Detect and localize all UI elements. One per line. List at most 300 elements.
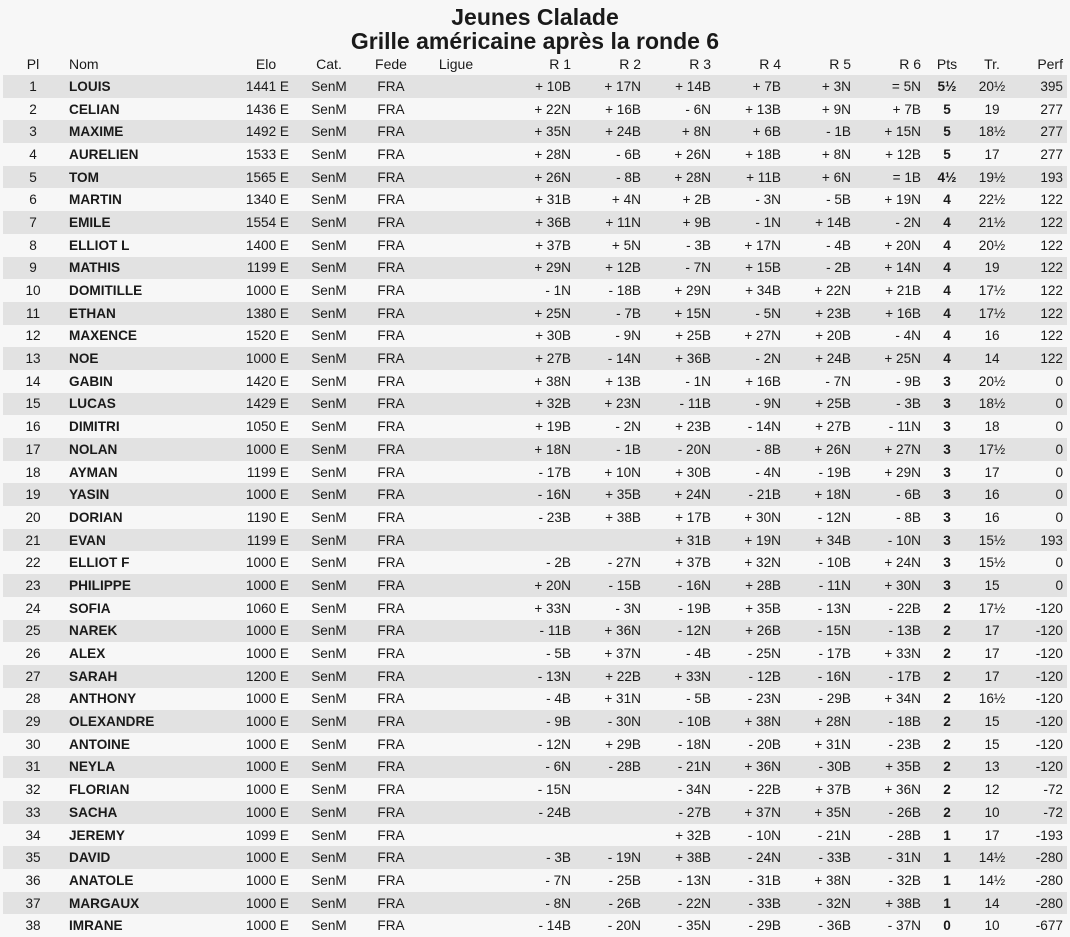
cell-perf: 122 xyxy=(1017,347,1067,370)
cell-pts: 3 xyxy=(927,461,967,484)
cell-r2 xyxy=(577,801,647,824)
cell-perf: 0 xyxy=(1017,415,1067,438)
cell-perf: -120 xyxy=(1017,710,1067,733)
cell-r1: + 10B xyxy=(491,75,577,98)
cell-r6: + 15N xyxy=(857,120,927,143)
cell-tr: 17 xyxy=(967,461,1017,484)
cell-fede: FRA xyxy=(361,688,421,711)
cell-pl: 26 xyxy=(3,642,63,665)
cell-r1: - 23B xyxy=(491,506,577,529)
cell-r6: + 19N xyxy=(857,188,927,211)
cell-r2: - 18B xyxy=(577,279,647,302)
cell-pl: 4 xyxy=(3,143,63,166)
cell-r1: - 17B xyxy=(491,461,577,484)
cell-tr: 16 xyxy=(967,325,1017,348)
cell-pts: 1 xyxy=(927,892,967,915)
cell-pl: 37 xyxy=(3,892,63,915)
cell-r4: - 9N xyxy=(717,393,787,416)
cell-r3: - 6N xyxy=(647,98,717,121)
page-subtitle: Grille américaine après la ronde 6 xyxy=(350,28,720,54)
cell-r1: + 37B xyxy=(491,234,577,257)
cell-fede: FRA xyxy=(361,574,421,597)
cell-nom: SACHA xyxy=(63,801,235,824)
table-row xyxy=(3,778,1067,801)
cell-r5: + 6N xyxy=(787,166,857,189)
cell-r6: - 31N xyxy=(857,846,927,869)
cell-elo: 1000 E xyxy=(235,688,297,711)
cell-pl: 8 xyxy=(3,234,63,257)
cell-r6: = 1B xyxy=(857,166,927,189)
cell-cat: SenM xyxy=(297,846,361,869)
cell-r3: - 20N xyxy=(647,438,717,461)
cell-r3: - 34N xyxy=(647,778,717,801)
cell-fede: FRA xyxy=(361,461,421,484)
cell-fede: FRA xyxy=(361,370,421,393)
cell-nom: DAVID xyxy=(63,846,235,869)
cell-pl: 1 xyxy=(3,75,63,98)
cell-r4: + 30N xyxy=(717,506,787,529)
cell-r5: - 16N xyxy=(787,665,857,688)
cell-r1: + 22N xyxy=(491,98,577,121)
cell-r1: + 38N xyxy=(491,370,577,393)
cell-tr: 14 xyxy=(967,892,1017,915)
cell-r6: - 2N xyxy=(857,211,927,234)
cell-tr: 19 xyxy=(967,98,1017,121)
cell-perf: -120 xyxy=(1017,733,1067,756)
cell-fede: FRA xyxy=(361,778,421,801)
table-row xyxy=(3,75,1067,98)
cell-r3: + 8N xyxy=(647,120,717,143)
cell-r5: - 33B xyxy=(787,846,857,869)
cell-r1: + 36B xyxy=(491,211,577,234)
cell-nom: DORIAN xyxy=(63,506,235,529)
cell-r2: - 20N xyxy=(577,914,647,937)
cell-nom: ALEX xyxy=(63,642,235,665)
header-nom: Nom xyxy=(69,56,99,72)
cell-r6: + 25N xyxy=(857,347,927,370)
cell-nom: SOFIA xyxy=(63,597,235,620)
cell-tr: 17 xyxy=(967,665,1017,688)
cell-elo: 1441 E xyxy=(235,75,297,98)
cell-pl: 33 xyxy=(3,801,63,824)
cell-perf: 122 xyxy=(1017,325,1067,348)
cell-r5: + 28N xyxy=(787,710,857,733)
cell-r5: - 30B xyxy=(787,756,857,779)
cell-elo: 1436 E xyxy=(235,98,297,121)
cell-r3: + 36B xyxy=(647,347,717,370)
cell-r2: - 14N xyxy=(577,347,647,370)
cell-cat: SenM xyxy=(297,620,361,643)
table-row xyxy=(3,869,1067,892)
cell-nom: AYMAN xyxy=(63,461,235,484)
cell-fede: FRA xyxy=(361,824,421,847)
cell-elo: 1200 E xyxy=(235,665,297,688)
cell-ligue xyxy=(421,551,491,574)
cell-r2: - 8B xyxy=(577,166,647,189)
cell-cat: SenM xyxy=(297,166,361,189)
cell-r5: + 31N xyxy=(787,733,857,756)
cell-r6: + 30N xyxy=(857,574,927,597)
cell-nom: ELLIOT F xyxy=(63,551,235,574)
cell-r5: + 3N xyxy=(787,75,857,98)
cell-nom: ANTOINE xyxy=(63,733,235,756)
cell-perf: -280 xyxy=(1017,869,1067,892)
cell-cat: SenM xyxy=(297,415,361,438)
cell-pts: 3 xyxy=(927,506,967,529)
cell-tr: 21½ xyxy=(967,211,1017,234)
cell-r1 xyxy=(491,529,577,552)
cell-fede: FRA xyxy=(361,415,421,438)
cell-r5: + 9N xyxy=(787,98,857,121)
cell-pts: 3 xyxy=(927,438,967,461)
cell-r5: - 5B xyxy=(787,188,857,211)
cell-cat: SenM xyxy=(297,551,361,574)
cell-r3: + 25B xyxy=(647,325,717,348)
cell-r1: + 25N xyxy=(491,302,577,325)
cell-r2: + 35B xyxy=(577,483,647,506)
cell-cat: SenM xyxy=(297,688,361,711)
cell-r4: - 24N xyxy=(717,846,787,869)
cell-elo: 1000 E xyxy=(235,869,297,892)
table-row xyxy=(3,892,1067,915)
cell-r1: - 11B xyxy=(491,620,577,643)
table-row xyxy=(3,710,1067,733)
cell-r2: + 5N xyxy=(577,234,647,257)
cell-r5: - 29B xyxy=(787,688,857,711)
cell-ligue xyxy=(421,642,491,665)
cell-nom: ANTHONY xyxy=(63,688,235,711)
cell-r6: - 26B xyxy=(857,801,927,824)
cell-tr: 15½ xyxy=(967,551,1017,574)
cell-r2: - 27N xyxy=(577,551,647,574)
cell-pts: 5½ xyxy=(927,75,967,98)
table-row xyxy=(3,438,1067,461)
cell-r5: - 32N xyxy=(787,892,857,915)
cell-tr: 17½ xyxy=(967,438,1017,461)
cell-elo: 1000 E xyxy=(235,551,297,574)
cell-r4: - 2N xyxy=(717,347,787,370)
cell-r5: + 22N xyxy=(787,279,857,302)
cell-cat: SenM xyxy=(297,279,361,302)
standings-table xyxy=(3,53,1067,937)
cell-r4: - 14N xyxy=(717,415,787,438)
cell-fede: FRA xyxy=(361,665,421,688)
cell-r1: + 18N xyxy=(491,438,577,461)
cell-r4: - 8B xyxy=(717,438,787,461)
cell-perf: -677 xyxy=(1017,914,1067,937)
cell-fede: FRA xyxy=(361,733,421,756)
cell-r2: + 24B xyxy=(577,120,647,143)
cell-r3: + 15N xyxy=(647,302,717,325)
header-perf: Perf xyxy=(1037,56,1063,72)
cell-r1 xyxy=(491,824,577,847)
cell-r3: - 12N xyxy=(647,620,717,643)
cell-perf: -120 xyxy=(1017,642,1067,665)
cell-fede: FRA xyxy=(361,75,421,98)
cell-r4: + 18B xyxy=(717,143,787,166)
table-row xyxy=(3,393,1067,416)
cell-tr: 16 xyxy=(967,483,1017,506)
table-row xyxy=(3,506,1067,529)
cell-r1: + 33N xyxy=(491,597,577,620)
cell-r5: - 1B xyxy=(787,120,857,143)
cell-nom: MARGAUX xyxy=(63,892,235,915)
header-r5: R 5 xyxy=(829,56,851,72)
cell-nom: GABIN xyxy=(63,370,235,393)
cell-pl: 34 xyxy=(3,824,63,847)
cell-r1: - 7N xyxy=(491,869,577,892)
cell-pl: 11 xyxy=(3,302,63,325)
cell-cat: SenM xyxy=(297,801,361,824)
cell-r3: - 1N xyxy=(647,370,717,393)
cell-r4: + 13B xyxy=(717,98,787,121)
cell-r5: - 7N xyxy=(787,370,857,393)
cell-r3: - 22N xyxy=(647,892,717,915)
header-pl: Pl xyxy=(26,56,40,72)
cell-ligue xyxy=(421,574,491,597)
cell-r4: + 37N xyxy=(717,801,787,824)
cell-pts: 3 xyxy=(927,370,967,393)
cell-cat: SenM xyxy=(297,483,361,506)
cell-ligue xyxy=(421,438,491,461)
cell-r6: + 20N xyxy=(857,234,927,257)
cell-r2: - 25B xyxy=(577,869,647,892)
cell-r3: + 26N xyxy=(647,143,717,166)
cell-r6: + 38B xyxy=(857,892,927,915)
cell-r4: + 27N xyxy=(717,325,787,348)
cell-r2: + 22B xyxy=(577,665,647,688)
cell-elo: 1000 E xyxy=(235,483,297,506)
cell-cat: SenM xyxy=(297,234,361,257)
cell-fede: FRA xyxy=(361,188,421,211)
cell-ligue xyxy=(421,211,491,234)
cell-elo: 1400 E xyxy=(235,234,297,257)
cell-r6: + 24N xyxy=(857,551,927,574)
cell-perf: -280 xyxy=(1017,892,1067,915)
cell-r1: - 6N xyxy=(491,756,577,779)
cell-r2: + 10N xyxy=(577,461,647,484)
cell-r1: - 1N xyxy=(491,279,577,302)
cell-ligue xyxy=(421,347,491,370)
cell-r2: - 9N xyxy=(577,325,647,348)
cell-cat: SenM xyxy=(297,914,361,937)
cell-r3: - 10B xyxy=(647,710,717,733)
cell-r3: - 13N xyxy=(647,869,717,892)
cell-r3: + 28N xyxy=(647,166,717,189)
cell-r4: - 12B xyxy=(717,665,787,688)
cell-r1: + 20N xyxy=(491,574,577,597)
table-row xyxy=(3,733,1067,756)
cell-nom: JEREMY xyxy=(63,824,235,847)
cell-perf: 0 xyxy=(1017,551,1067,574)
cell-r4: - 10N xyxy=(717,824,787,847)
cell-pl: 32 xyxy=(3,778,63,801)
cell-pts: 3 xyxy=(927,415,967,438)
cell-r2 xyxy=(577,778,647,801)
cell-ligue xyxy=(421,824,491,847)
header-r1: R 1 xyxy=(549,56,571,72)
cell-r6: - 9B xyxy=(857,370,927,393)
cell-pl: 24 xyxy=(3,597,63,620)
cell-pl: 35 xyxy=(3,846,63,869)
cell-r3: - 3B xyxy=(647,234,717,257)
cell-fede: FRA xyxy=(361,143,421,166)
cell-fede: FRA xyxy=(361,642,421,665)
cell-cat: SenM xyxy=(297,574,361,597)
cell-ligue xyxy=(421,234,491,257)
cell-pl: 10 xyxy=(3,279,63,302)
cell-nom: IMRANE xyxy=(63,914,235,937)
cell-pl: 15 xyxy=(3,393,63,416)
table-row xyxy=(3,257,1067,280)
cell-perf: 122 xyxy=(1017,279,1067,302)
cell-elo: 1000 E xyxy=(235,733,297,756)
cell-r3: + 29N xyxy=(647,279,717,302)
cell-pts: 3 xyxy=(927,393,967,416)
cell-pl: 27 xyxy=(3,665,63,688)
cell-pts: 4 xyxy=(927,279,967,302)
cell-r5: + 37B xyxy=(787,778,857,801)
cell-pts: 1 xyxy=(927,846,967,869)
cell-pl: 6 xyxy=(3,188,63,211)
cell-fede: FRA xyxy=(361,438,421,461)
cell-pts: 0 xyxy=(927,914,967,937)
cell-tr: 14½ xyxy=(967,869,1017,892)
cell-r4: - 25N xyxy=(717,642,787,665)
cell-r4: + 19N xyxy=(717,529,787,552)
cell-r6: + 12B xyxy=(857,143,927,166)
cell-r5: - 36B xyxy=(787,914,857,937)
cell-cat: SenM xyxy=(297,642,361,665)
cell-pts: 4 xyxy=(927,211,967,234)
cell-pts: 4 xyxy=(927,325,967,348)
cell-pl: 3 xyxy=(3,120,63,143)
cell-r5: + 35N xyxy=(787,801,857,824)
cell-pl: 7 xyxy=(3,211,63,234)
cell-r6: - 6B xyxy=(857,483,927,506)
cell-cat: SenM xyxy=(297,438,361,461)
cell-r2: + 16B xyxy=(577,98,647,121)
header-r6: R 6 xyxy=(899,56,921,72)
cell-tr: 18 xyxy=(967,415,1017,438)
cell-ligue xyxy=(421,597,491,620)
cell-r6: + 16B xyxy=(857,302,927,325)
cell-nom: NOLAN xyxy=(63,438,235,461)
header-fede: Fede xyxy=(375,56,407,72)
cell-r4: + 7B xyxy=(717,75,787,98)
cell-r2: + 17N xyxy=(577,75,647,98)
table-row xyxy=(3,665,1067,688)
cell-r5: - 15N xyxy=(787,620,857,643)
cell-nom: NOE xyxy=(63,347,235,370)
cell-r2: + 11N xyxy=(577,211,647,234)
cell-r1: - 3B xyxy=(491,846,577,869)
cell-elo: 1000 E xyxy=(235,892,297,915)
cell-r5: + 34B xyxy=(787,529,857,552)
cell-r1: + 28N xyxy=(491,143,577,166)
cell-r2: + 37N xyxy=(577,642,647,665)
cell-nom: DIMITRI xyxy=(63,415,235,438)
cell-tr: 13 xyxy=(967,756,1017,779)
cell-r4: - 3N xyxy=(717,188,787,211)
cell-r4: + 6B xyxy=(717,120,787,143)
cell-pts: 3 xyxy=(927,483,967,506)
cell-r6: - 18B xyxy=(857,710,927,733)
cell-r3: - 7N xyxy=(647,257,717,280)
cell-tr: 17½ xyxy=(967,597,1017,620)
cell-r4: - 29B xyxy=(717,914,787,937)
cell-perf: -72 xyxy=(1017,778,1067,801)
cell-r3: - 11B xyxy=(647,393,717,416)
cell-r6: - 4N xyxy=(857,325,927,348)
page-title: Jeunes Clalade xyxy=(451,4,619,30)
cell-tr: 18½ xyxy=(967,120,1017,143)
cell-fede: FRA xyxy=(361,801,421,824)
cell-elo: 1199 E xyxy=(235,529,297,552)
cell-r2 xyxy=(577,529,647,552)
cell-cat: SenM xyxy=(297,461,361,484)
cell-cat: SenM xyxy=(297,778,361,801)
cell-ligue xyxy=(421,710,491,733)
cell-r3: - 5B xyxy=(647,688,717,711)
cell-tr: 16½ xyxy=(967,688,1017,711)
cell-r5: + 27B xyxy=(787,415,857,438)
cell-r3: + 37B xyxy=(647,551,717,574)
cell-r4: + 11B xyxy=(717,166,787,189)
cell-fede: FRA xyxy=(361,551,421,574)
table-row xyxy=(3,234,1067,257)
cell-ligue xyxy=(421,506,491,529)
cell-perf: 0 xyxy=(1017,438,1067,461)
cell-r6: - 28B xyxy=(857,824,927,847)
cell-r4: - 23N xyxy=(717,688,787,711)
cell-elo: 1000 E xyxy=(235,846,297,869)
cell-perf: 0 xyxy=(1017,393,1067,416)
cell-r6: - 23B xyxy=(857,733,927,756)
cell-nom: MAXIME xyxy=(63,120,235,143)
table-row xyxy=(3,483,1067,506)
cell-cat: SenM xyxy=(297,597,361,620)
cell-r4: + 35B xyxy=(717,597,787,620)
table-row xyxy=(3,756,1067,779)
cell-perf: -280 xyxy=(1017,846,1067,869)
cell-r6: - 8B xyxy=(857,506,927,529)
cell-pl: 30 xyxy=(3,733,63,756)
header-row xyxy=(3,53,1067,75)
cell-r2: + 38B xyxy=(577,506,647,529)
cell-nom: SARAH xyxy=(63,665,235,688)
cell-fede: FRA xyxy=(361,597,421,620)
cell-tr: 15 xyxy=(967,733,1017,756)
cell-fede: FRA xyxy=(361,120,421,143)
cell-r5: - 12N xyxy=(787,506,857,529)
cell-tr: 19½ xyxy=(967,166,1017,189)
cell-r2: - 1B xyxy=(577,438,647,461)
cell-ligue xyxy=(421,892,491,915)
cell-r3: + 30B xyxy=(647,461,717,484)
cell-r6: - 32B xyxy=(857,869,927,892)
cell-r4: - 1N xyxy=(717,211,787,234)
cell-elo: 1000 E xyxy=(235,279,297,302)
cell-elo: 1050 E xyxy=(235,415,297,438)
cell-pl: 36 xyxy=(3,869,63,892)
cell-nom: MAXENCE xyxy=(63,325,235,348)
cell-tr: 15½ xyxy=(967,529,1017,552)
cell-tr: 20½ xyxy=(967,234,1017,257)
cell-r3: - 19B xyxy=(647,597,717,620)
cell-ligue xyxy=(421,869,491,892)
cell-r2: + 12B xyxy=(577,257,647,280)
